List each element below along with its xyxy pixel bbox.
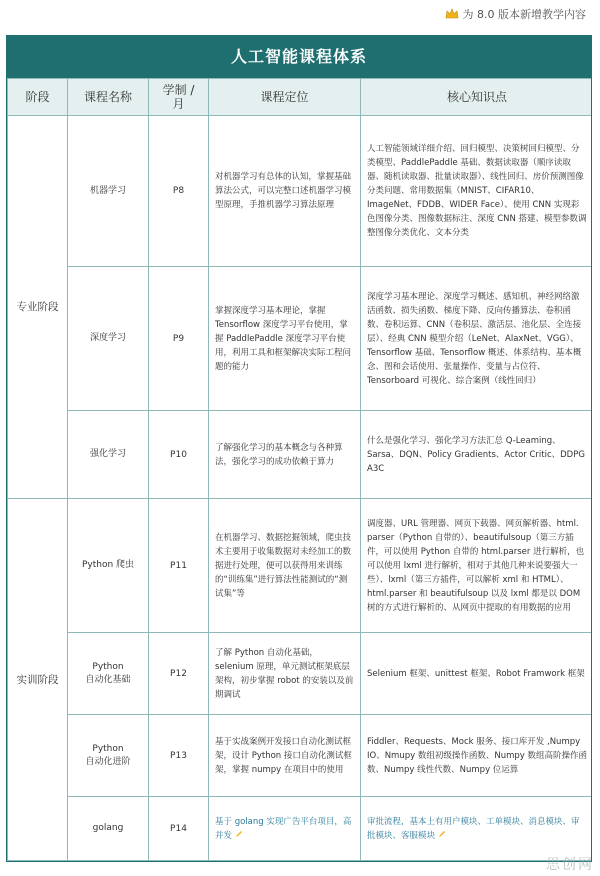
course-positioning: 了解 Python 自动化基础，selenium 原理，单元测试框架底层架构，初步掌握 robot 的安装以及前期调试 bbox=[209, 633, 361, 715]
table-row bbox=[8, 267, 593, 411]
table-row bbox=[8, 116, 593, 267]
table-title: 人工智能课程体系 bbox=[7, 36, 591, 78]
course-name: 机器学习 bbox=[68, 116, 149, 267]
header-knowledge: 核心知识点 bbox=[361, 79, 593, 116]
table-row bbox=[8, 633, 593, 715]
course-name: Python 爬虫 bbox=[68, 499, 149, 633]
course-name: golang bbox=[68, 797, 149, 861]
course-positioning: 了解强化学习的基本概念与各种算法，强化学习的成功依赖于算力 bbox=[209, 411, 361, 499]
watermark: 思创网 bbox=[546, 857, 594, 873]
course-period: P8 bbox=[149, 116, 209, 267]
course-name: 深度学习 bbox=[68, 267, 149, 411]
course-knowledge: Selenium 框架、unittest 框架、Robot Framwork 框架 bbox=[361, 633, 593, 715]
course-knowledge: 人工智能领域详细介绍、回归模型、决策树回归模型、分类模型、PaddlePaddle 基础、数据读取器（顺序读取器、随机读取器、批量读取器）、线性回归、房价预测图像分类问题、常用数据集（MNIST、CIFAR10、ImageNet、FDDB、WIDER Face）、使用 CNN 实现彩色图像分类、图像数据标注、深度 CNN 搭建、模型参数调整图像分类优化、文本分类 bbox=[361, 116, 593, 267]
course-knowledge: 调度器、URL 管理器、网页下载器、网页解析器、html. parser（Python 自带的）、beautifulsoup（第三方插件，可以使用 Python 自带的 html.parser 进行解析，也可以使用 lxml 进行解析，相对于其他几种来说要强大一些）、lxml（第三方插件，可以解析 xml 和 HTML）、html.parser 和 beautifulsoup 以及 lxml 都是以 DOM 树的方式进行解析的、从网页中提取的有用数据的应用 bbox=[361, 499, 593, 633]
course-positioning: 基于实战案例开发接口自动化测试框架，设计 Python 接口自动化测试框架，掌握 numpy 在项目中的使用 bbox=[209, 715, 361, 797]
curriculum-grid bbox=[7, 78, 592, 861]
course-knowledge-new bbox=[361, 797, 593, 861]
course-positioning-text: 基于 golang 实现广告平台项目，高并发 bbox=[215, 816, 352, 841]
curriculum-table bbox=[6, 35, 592, 862]
header-row bbox=[8, 79, 593, 116]
course-knowledge: 深度学习基本理论、深度学习概述、感知机、神经网络激活函数、损失函数、梯度下降、反向传播算法、卷积函数、卷积运算、CNN（卷积层、激活层、池化层、全连接层）、经典 CNN 模型介绍（LeNet、AlaxNet、VGG）、Tensorflow 基础、Tensorflow 概述、体系结构、基本概念、图和会话使用、张量操作、变量与占位符、Tensorboard 可视化、综合案例（线性回归） bbox=[361, 267, 593, 411]
header-course: 课程名称 bbox=[68, 79, 149, 116]
course-period: P14 bbox=[149, 797, 209, 861]
crown-icon bbox=[445, 8, 459, 20]
course-name: 强化学习 bbox=[68, 411, 149, 499]
pen-icon bbox=[438, 829, 446, 837]
course-period: P9 bbox=[149, 267, 209, 411]
stage-cell: 实训阶段 bbox=[8, 499, 68, 861]
course-period: P10 bbox=[149, 411, 209, 499]
course-period: P13 bbox=[149, 715, 209, 797]
header-period: 学制 / 月 bbox=[149, 79, 209, 116]
course-name: Python 自动化基础 bbox=[68, 633, 149, 715]
header-positioning: 课程定位 bbox=[209, 79, 361, 116]
course-knowledge-text: 审批流程，基本上有用户模块、工单模块、消息模块、审批模块、客服模块 bbox=[367, 816, 580, 841]
table-row bbox=[8, 411, 593, 499]
pen-icon bbox=[235, 829, 243, 837]
table-row bbox=[8, 797, 593, 861]
course-positioning-new bbox=[209, 797, 361, 861]
course-positioning: 掌握深度学习基本理论，掌握 Tensorflow 深度学习平台使用，掌握 PaddlePaddle 深度学习平台使用，利用工具和框架解决实际工程问题的能力 bbox=[209, 267, 361, 411]
course-positioning: 在机器学习、数据挖掘领域，爬虫技术主要用于收集数据对未经加工的数据进行处理，便可以获得用来训练的“训练集”进行算法性能测试的“测试集”等 bbox=[209, 499, 361, 633]
header-stage: 阶段 bbox=[8, 79, 68, 116]
table-row bbox=[8, 499, 593, 633]
course-knowledge: Fiddler、Requests、Mock 服务、接口库开发 ,Numpy IO、Nmupy 数组初级操作函数、Numpy 数组高阶操作函数、Numpy 线性代数、Numpy 位运算 bbox=[361, 715, 593, 797]
course-positioning: 对机器学习有总体的认知，掌握基础算法公式，可以完整口述机器学习模型原理，手推机器学习算法原理 bbox=[209, 116, 361, 267]
course-period: P12 bbox=[149, 633, 209, 715]
stage-cell: 专业阶段 bbox=[8, 116, 68, 499]
new-content-note bbox=[445, 6, 587, 22]
new-content-note-text: 为 8.0 版本新增教学内容 bbox=[462, 8, 586, 21]
course-knowledge: 什么是强化学习、强化学习方法汇总 Q-Leaming、Sarsa、DQN、Policy Gradients、Actor Critic、DDPG A3C bbox=[361, 411, 593, 499]
course-period: P11 bbox=[149, 499, 209, 633]
course-name: Python 自动化进阶 bbox=[68, 715, 149, 797]
table-row bbox=[8, 715, 593, 797]
